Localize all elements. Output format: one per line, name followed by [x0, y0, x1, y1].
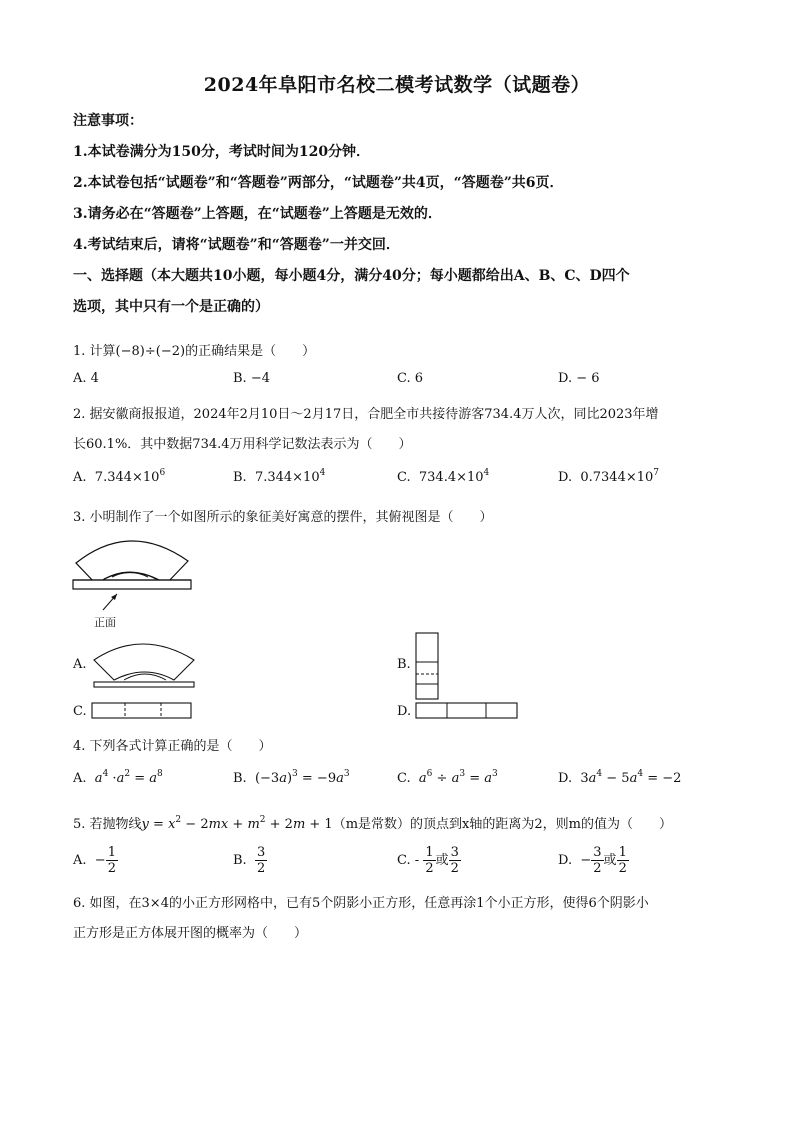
q1-expression: (−8)÷(−2): [115, 344, 186, 359]
q4-option-d: D. $3a^4 - 5a^4 = -2$: [558, 769, 682, 786]
front-view-label: 正面: [94, 616, 116, 629]
q1-suffix: 的正确结果是（ ）: [185, 344, 316, 359]
page-title: 2024年阜阳市名校二模考试数学（试题卷）: [203, 74, 591, 96]
q3-option-b-label: B.: [397, 657, 411, 672]
q3-option-a-figure[interactable]: [90, 640, 200, 690]
q2-option-c: C. $734.4\times 10^4$: [397, 468, 490, 485]
q3-option-b-figure[interactable]: [415, 632, 445, 702]
q2-option-d: D. $0.7344\times 10^7$: [558, 468, 660, 485]
q5-option-c: C. - $\frac{1}{2}$ 或 $\frac{3}{2}$: [397, 845, 459, 876]
q1-option-a: A. 4: [73, 371, 99, 386]
section-heading-line-2: 选项，其中只有一个是正确的）: [73, 299, 269, 315]
q1-option-b: B. −4: [233, 371, 270, 386]
q3-option-a-label: A.: [73, 657, 87, 672]
question-3-stem: 3. 小明制作了一个如图所示的象征美好寓意的摆件，其俯视图是（ ）: [73, 510, 493, 525]
q4-option-b: B. $(-3a)^3 = -9a^3$: [233, 769, 350, 786]
q3-option-c-figure[interactable]: [90, 701, 195, 721]
q5-option-d: D. − $\frac{3}{2}$ 或 $\frac{1}{2}$: [558, 845, 627, 876]
notice-heading: 注意事项：: [73, 113, 143, 129]
question-2-line-1: 2. 据安徽商报报道，2024年2月10日～2月17日，合肥全市共接待游客734.4万人次，同比2023年增: [73, 407, 659, 422]
q3-option-d-figure[interactable]: [414, 701, 522, 721]
q2-option-a: A. $7.344\times 10^6$: [73, 468, 166, 485]
question-2-line-2: 长60.1%．其中数据734.4万用科学记数法表示为（ ）: [73, 437, 412, 452]
q1-prefix: 1. 计算: [73, 344, 116, 359]
notice-item-4: 4.考试结束后，请将“试题卷”和“答题卷”一并交回．: [73, 237, 400, 253]
q1-option-d: D. − 6: [558, 371, 600, 386]
q5-option-b: B. $\frac{3}{2}$: [233, 845, 266, 876]
question-4-stem: 4. 下列各式计算正确的是（ ）: [73, 739, 272, 754]
q2-option-b: B. $7.344\times 10^4$: [233, 468, 326, 485]
question-6-line-2: 正方形是正方体展开图的概率为（ ）: [73, 926, 308, 941]
q5-option-a: A. − $\frac{1}{2}$: [73, 845, 116, 876]
question-5-stem: 5. 若抛物线$y = x^2 - 2mx + m^2 + 2m + 1(m$是常数）的顶点到x轴的距离为2，则m的值为（ ）: [73, 815, 672, 832]
q3-option-c-label: C.: [73, 704, 87, 719]
q4-option-c: C. $a^6 \div a^3 = a^3$: [397, 769, 498, 786]
question-1-stem: [73, 340, 315, 359]
q4-option-a: A. $a^4 \cdot a^2 = a^8$: [73, 769, 163, 786]
q3-option-d-label: D.: [397, 704, 412, 719]
q1-option-c: C. 6: [397, 371, 424, 386]
notice-item-1: 1.本试卷满分为150分，考试时间为120分钟．: [73, 144, 371, 160]
notice-item-3: 3.请务必在“答题卷”上答题，在“试题卷”上答题是无效的．: [73, 206, 442, 222]
notice-item-2: 2.本试卷包括“试题卷”和“答题卷”两部分，“试题卷”共4页，“答题卷”共6页．: [73, 175, 564, 191]
fan-ornament-figure: [70, 530, 200, 615]
section-heading-line-1: 一、选择题（本大题共10小题，每小题4分，满分40分；每小题都给出A、B、C、D四个: [73, 268, 630, 284]
question-6-line-1: 6. 如图，在3×4的小正方形网格中，已有5个阴影小正方形，任意再涂1个小正方形，使得6个阴影小: [73, 896, 649, 911]
